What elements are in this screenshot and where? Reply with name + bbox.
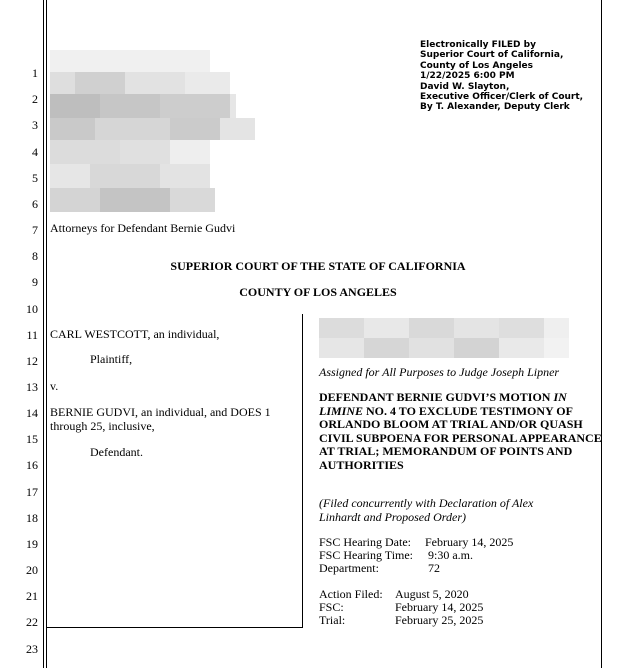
court-name: SUPERIOR COURT OF THE STATE OF CALIFORNIA	[170, 259, 466, 273]
defendant-name: BERNIE GUDVI, an individual, and DOES 1	[50, 405, 271, 419]
line-number: 13	[26, 380, 38, 394]
motion-title-part3: NO. 4 TO EXCLUDE TESTIMONY OF ORLANDO BLOOM AT TRIAL AND/OR QUASH CIVIL SUBPOENA FOR PERSONAL APPEARANCE AT TRIAL; MEMORANDUM OF POINTS AND AUTHORITIES	[319, 403, 602, 472]
line-number: 23	[26, 642, 38, 656]
line-number: 11	[26, 328, 38, 342]
filed-concurrently-line2: Linhardt and Proposed Order)	[319, 510, 466, 524]
caption-vertical-rule	[302, 314, 303, 628]
stamp-line: Executive Officer/Clerk of Court,	[420, 92, 584, 103]
stamp-line: Electronically FILED by	[420, 40, 536, 50]
trial-label: Trial:	[319, 613, 346, 627]
department-value: 72	[428, 561, 440, 575]
line-number: 16	[26, 458, 38, 472]
motion-title-part1: DEFENDANT BERNIE GUDVI’S MOTION	[319, 390, 554, 404]
attorneys-label: Attorneys for Defendant Bernie Gudvi	[50, 221, 236, 235]
fsc-hearing-time-label: FSC Hearing Time:	[319, 548, 414, 562]
line-number: 21	[26, 589, 38, 603]
action-filed-label: Action Filed:	[319, 587, 383, 601]
defendant-name-cont: through 25, inclusive,	[50, 419, 155, 433]
motion-title-in-limine: IN LIMINE	[319, 390, 567, 418]
action-filed-value: August 5, 2020	[395, 587, 469, 601]
line-number: 14	[26, 406, 38, 420]
redacted-case-number	[319, 318, 569, 358]
line-number: 2	[32, 92, 38, 106]
line-number: 12	[26, 354, 38, 368]
fsc-hearing-time-value: 9:30 a.m.	[428, 548, 473, 562]
line-number: 3	[32, 118, 38, 132]
trial-value: February 25, 2025	[395, 613, 484, 627]
redacted-attorney-block	[50, 50, 260, 212]
fsc-hearing-date-label: FSC Hearing Date:	[319, 535, 411, 549]
stamp-line: County of Los Angeles	[420, 60, 534, 71]
judge-assignment: Assigned for All Purposes to Judge Joseph Lipner	[319, 365, 560, 379]
fsc-hearing-date-value: February 14, 2025	[425, 535, 514, 549]
line-number: 5	[32, 171, 38, 185]
line-number: 19	[26, 537, 38, 551]
line-number: 22	[26, 615, 38, 629]
line-number: 7	[32, 223, 38, 237]
fsc-label: FSC:	[319, 600, 344, 614]
efiling-stamp	[420, 40, 625, 113]
line-number: 20	[26, 563, 38, 577]
stamp-line: David W. Slayton,	[420, 81, 510, 92]
defendant-role: Defendant.	[90, 445, 143, 459]
stamp-line: 1/22/2025 6:00 PM	[420, 71, 515, 82]
fsc-value: February 14, 2025	[395, 600, 484, 614]
stamp-line: Superior Court of California,	[420, 50, 564, 61]
line-number: 4	[32, 145, 38, 159]
line-number: 18	[26, 511, 38, 525]
stamp-line: By T. Alexander, Deputy Clerk	[420, 102, 570, 113]
plaintiff-role: Plaintiff,	[90, 352, 133, 366]
line-number: 1	[32, 66, 38, 80]
margin-rule-inner	[46, 0, 47, 668]
motion-title	[319, 391, 604, 472]
versus: v.	[50, 379, 59, 393]
department-label: Department:	[319, 561, 379, 575]
plaintiff-name: CARL WESTCOTT, an individual,	[50, 327, 220, 341]
court-county: COUNTY OF LOS ANGELES	[239, 285, 397, 299]
line-number: 9	[32, 275, 38, 289]
line-number: 8	[32, 249, 38, 263]
line-number: 17	[26, 485, 38, 499]
line-number: 15	[26, 432, 38, 446]
filed-concurrently-line1: (Filed concurrently with Declaration of Alex	[319, 496, 534, 510]
caption-bottom-rule	[47, 627, 303, 628]
margin-rule-left	[43, 0, 44, 668]
line-number: 10	[26, 302, 38, 316]
line-number: 6	[32, 197, 38, 211]
